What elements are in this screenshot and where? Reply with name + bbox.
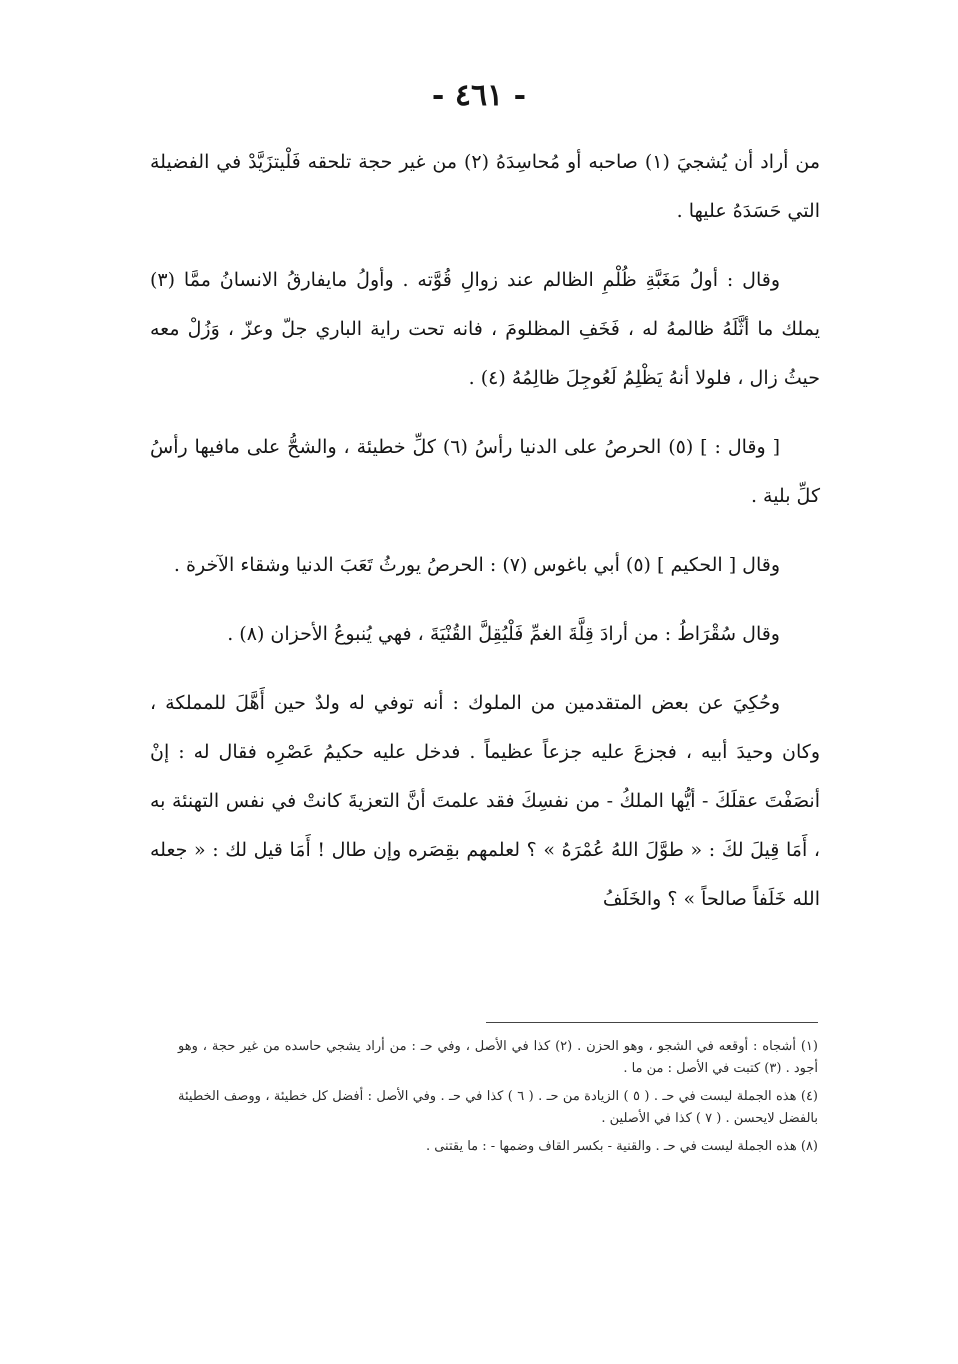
footnote-divider (486, 1022, 818, 1023)
paragraph-6: وحُكِيَ عن بعض المتقدمين من الملوك : أنه توفي له ولدٌ حين أَهَّلَ للمملكة ، وكان وحيدَ أبيه ، فجزعَ عليه جزعاً عظيماً . فدخل عليه حكيمُ عَصْرِه فقال له : إنْ أنصَفْتَ عقلَكَ - أيُّها الملكُ - من نفسِكَ فقد علمتَ أنَّ التعزيةَ كانتْ في نفس التهنئة به ، أَمَا قِيلَ لكَ : « طوَّلَ اللهُ عُمْرَهُ » ؟ لعلمهم بقِصَره وإن طال ! أَمَا قيل لك : « جعله الله خَلَفاً صالحاً » ؟ والخَلَفُ (150, 692, 820, 910)
paragraph-3: [ وقال : ] (٥) الحرصُ على الدنيا رأسُ (٦) كلِّ خطيئة ، والشحُّ على مافيها رأسُ كلِّ بلية . (150, 436, 820, 507)
main-text (150, 138, 820, 932)
footnote-8: (٨) هذه الجملة ليست في حـ . والقنية - بكسر القاف وضمها - : ما يقتنى . (425, 1139, 818, 1154)
paragraph-4: وقال [ الحكيم ] (٥) أبي باغوس (٧) : الحرصُ يورثُ تَعَبَ الدنيا وشقاء الآخرة . (173, 554, 780, 576)
footnote-1-3: (١) أشجاه : أوقعه في الشجو ، وهو الحزن . (٢) كذا في الأصل ، وفي حـ : من أراد يشجي حاسده من غير حجة ، وهو أجود . (٣) كتبت في الأصل : من ما . (178, 1039, 818, 1076)
footnote-4-7: (٤) هذه الجملة ليست في حـ . ( ٥ ) الزيادة من حـ . ( ٦ ) كذا في حـ . وفي الأصل : أفضل كل خطيئة ، ووصف الخطيئة بالفضل لايحسن . ( ٧ ) كذا في الأصلين . (178, 1089, 818, 1126)
page-number: - ٤٦١ - (431, 78, 527, 113)
footnotes (178, 1036, 818, 1164)
paragraph-5: وقال سُقْرَاطُ : من أرادَ قِلَّةَ الغمِّ فَلْيُقِلَّ القُنْيَةَ ، فهي يُنبوعُ الأحزان (٨) . (227, 623, 780, 645)
paragraph-2: وقال : أولُ مَغَبَّةِ ظُلْمِ الظالم عند زوالِ قُوَّته . وأولُ مايفارقُ الانسانُ ممَّا (٣) يملك ما أثَّلَهُ ظالمهُ له ، فَخَفِ المظلومَ ، فانه تحت راية الباري جلّ وعزّ ، وَزُلْ معه حيثُ زال ، فلولا أنهُ يَظْلِمُ لَعُوجِلَ ظالِمُهُ (٤) . (150, 269, 820, 389)
paragraph-1: من أراد أن يُشجيَ (١) صاحبه أو مُحاسِدَهُ (٢) من غير حجة تلحقه فَلْيتزَيَّدْ في الفضيلة التي حَسَدَهُ عليها . (150, 151, 820, 222)
